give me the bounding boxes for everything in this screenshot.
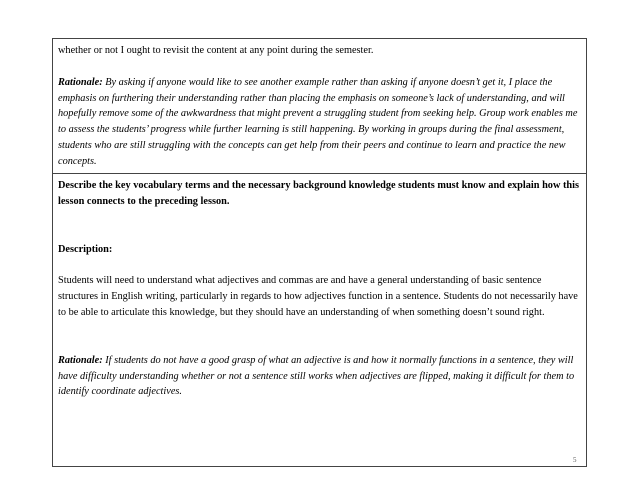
description-label: Description: [58,243,113,255]
rationale-label: Rationale: [58,76,103,88]
vocabulary-cell [53,174,586,466]
section-heading: Describe the key vocabulary terms and the necessary background knowledge students must know and explain how this lesson connects to the preceding lesson. [58,180,579,207]
page-number: 5 [573,456,577,464]
lesson-plan-table [52,38,587,467]
rationale-cell [53,39,586,174]
description-text: Students will need to understand what adjectives and commas are and have a general understanding of basic sentence structures in English writing, particularly in regards to how adjectives function in a sentence. Students do not necessarily have to be able to articulate this knowledge, but they should have an understanding of when something doesn’t sound right. [58,275,578,318]
continued-text: whether or not I ought to revisit the content at any point during the semester. [58,45,374,56]
rationale-label-2: Rationale: [58,354,103,366]
rationale-text: By asking if anyone would like to see another example rather than asking if anyone doesn’t get it, I place the emphasis on furthering their understanding rather than placing the emphasis on someone’s lack of understanding, and will hopefully remove some of the awkwardness that might prevent a struggling student from seeking help. Group work enables me to assess the students’ progress while further learning is still happening. By working in groups during the final assessment, students who are still struggling with the concepts can get help from their peers and continue to learn and practice the new concepts. [58,76,578,167]
rationale-paragraph [58,75,580,170]
rationale-text-2: If students do not have a good grasp of what an adjective is and how it normally functions in a sentence, they will have difficulty understanding whether or not a sentence still works when adjectives are flipped, making it difficult for them to identify coordinate adjectives. [58,354,575,398]
rationale-paragraph-2 [58,353,580,400]
